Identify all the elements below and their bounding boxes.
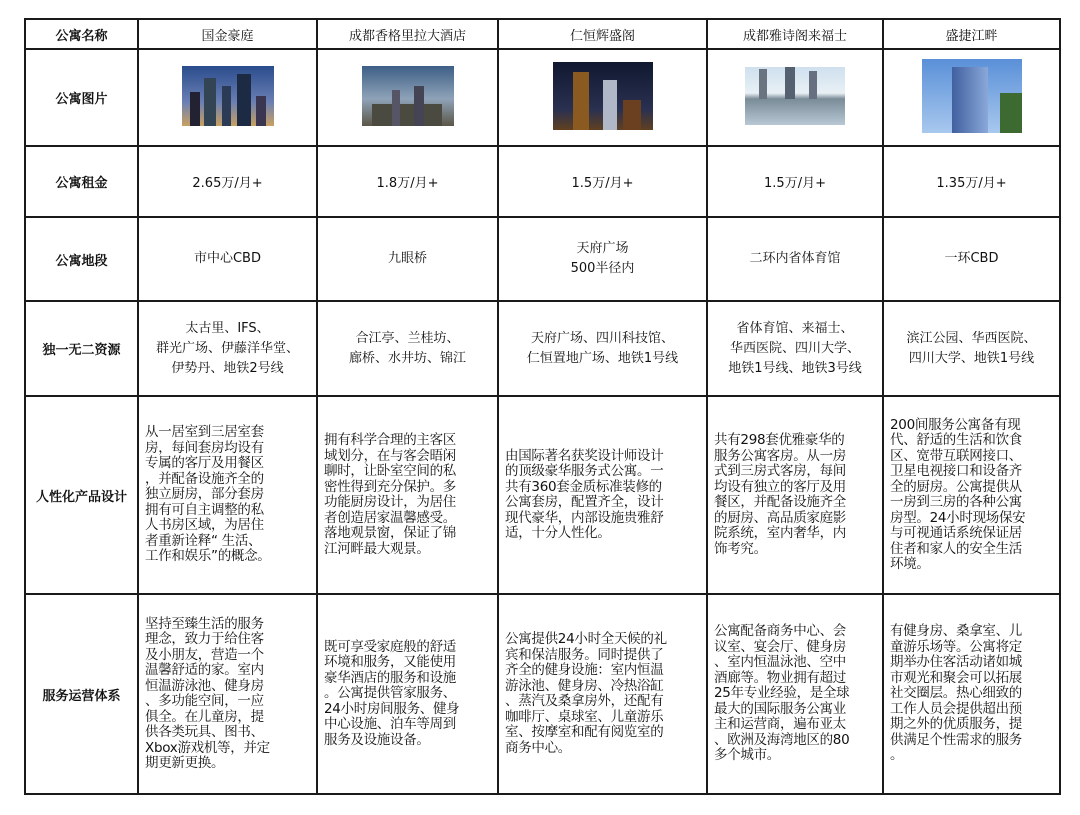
row-label-resources: 独一无二资源 xyxy=(25,301,138,396)
resources-value: 省体育馆、来福士、 华西医院、四川大学、 地铁1号线、地铁3号线 xyxy=(707,301,883,396)
location-value: 天府广场 500半径内 xyxy=(498,217,707,301)
design-value: 拥有科学合理的主客区 域划分，在与客会晤闲 聊时，让卧室空间的私 密性得到充分保护。多 功能厨房设计，为居住 者创造居家温馨感受。 落地观景窗，保证了锦 江河畔最大观景。 xyxy=(317,396,498,594)
apartment-name: 成都雅诗阁来福士 xyxy=(707,19,883,49)
row-label-location: 公寓地段 xyxy=(25,217,138,301)
service-value: 有健身房、桑拿室、儿 童游乐场等。公寓将定 期举办住客活动诸如城 市观光和聚会可以拓展 社交圈层。热心细致的 工作人员会提供超出预 期之外的优质服务，提 供满足个性需求的服务 。 xyxy=(883,594,1060,794)
resources-value: 合江亭、兰桂坊、 廊桥、水井坊、锦江 xyxy=(317,301,498,396)
riverside-city-photo xyxy=(362,66,454,126)
row-service xyxy=(25,594,1060,794)
skyline-reflection-photo xyxy=(745,67,845,125)
service-value: 坚持至臻生活的服务 理念，致力于给住客 及小朋友，营造一个 温馨舒适的家。室内 恒温游泳池、健身房 、多功能空间，一应 俱全。在儿童房，提 供各类玩具、图书、 Xbox游戏机等，并定 期更新更换。 xyxy=(138,594,317,794)
apartment-comparison-table xyxy=(24,18,1061,795)
design-value: 共有298套优雅豪华的 服务公寓客房。从一房 式到三房式客房，每间 均设有独立的客厅及用 餐区，并配备设施齐全 的厨房、高品质家庭影 院系统，室内奢华，内 饰考究。 xyxy=(707,396,883,594)
row-label-name: 公寓名称 xyxy=(25,19,138,49)
image-cell xyxy=(138,49,317,146)
row-label-image: 公寓图片 xyxy=(25,49,138,146)
rent-value: 1.35万/月+ xyxy=(883,146,1060,217)
resources-value: 滨江公园、华西医院、 四川大学、地铁1号线 xyxy=(883,301,1060,396)
location-value: 九眼桥 xyxy=(317,217,498,301)
location-value: 市中心CBD xyxy=(138,217,317,301)
apartment-name: 仁恒辉盛阁 xyxy=(498,19,707,49)
row-label-design: 人性化产品设计 xyxy=(25,396,138,594)
rent-value: 1.5万/月+ xyxy=(498,146,707,217)
tower-night-photo xyxy=(553,62,653,130)
row-rent xyxy=(25,146,1060,217)
image-cell xyxy=(883,49,1060,146)
service-value: 既可享受家庭般的舒适 环境和服务，又能使用 豪华酒店的服务和设施 。公寓提供管家服务、 24小时房间服务、健身 中心设施、泊车等周到 服务及设施设备。 xyxy=(317,594,498,794)
resources-value: 太古里、IFS、 群光广场、伊藤洋华堂、 伊势丹、地铁2号线 xyxy=(138,301,317,396)
apartment-name: 国金豪庭 xyxy=(138,19,317,49)
row-image xyxy=(25,49,1060,146)
location-value: 一环CBD xyxy=(883,217,1060,301)
row-location xyxy=(25,217,1060,301)
service-value: 公寓提供24小时全天候的礼 宾和保洁服务。同时提供了 齐全的健身设施：室内恒温 游泳池、健身房、冷热浴缸 、蒸汽及桑拿房外，还配有 咖啡厅、桌球室、儿童游乐 室、按摩室和配有阅览室的 商务中心。 xyxy=(498,594,707,794)
glass-tower-photo xyxy=(922,59,1022,133)
row-name xyxy=(25,19,1060,49)
apartment-name: 成都香格里拉大酒店 xyxy=(317,19,498,49)
rent-value: 1.8万/月+ xyxy=(317,146,498,217)
row-label-rent: 公寓租金 xyxy=(25,146,138,217)
row-resources xyxy=(25,301,1060,396)
city-night-photo xyxy=(182,66,274,126)
image-cell xyxy=(317,49,498,146)
row-label-service: 服务运营体系 xyxy=(25,594,138,794)
design-value: 由国际著名获奖设计师设计 的顶级豪华服务式公寓。一 共有360套金质标准装修的 公寓套房，配置齐全，设计 现代豪华，内部设施贵雅舒 适，十分人性化。 xyxy=(498,396,707,594)
rent-value: 2.65万/月+ xyxy=(138,146,317,217)
resources-value: 天府广场、四川科技馆、 仁恒置地广场、地铁1号线 xyxy=(498,301,707,396)
design-value: 200间服务公寓备有现 代、舒适的生活和饮食 区、宽带互联网接口、 卫星电视接口和设备齐 全的厨房。公寓提供从 一房到三房的各种公寓 房型。24小时现场保安 与可视通话系统保证居 住者和家人的安全生活 环境。 xyxy=(883,396,1060,594)
location-value: 二环内省体育馆 xyxy=(707,217,883,301)
image-cell xyxy=(498,49,707,146)
image-cell xyxy=(707,49,883,146)
row-design xyxy=(25,396,1060,594)
apartment-name: 盛捷江畔 xyxy=(883,19,1060,49)
design-value: 从一居室到三居室套 房，每间套房均设有 专属的客厅及用餐区 ，并配备设施齐全的 独立厨房，部分套房 拥有可自主调整的私 人书房区域，为居住 者重新诠释“ 生活、 工作和娱乐”的概念。 xyxy=(138,396,317,594)
service-value: 公寓配备商务中心、会 议室、宴会厅、健身房 、室内恒温泳池、空中 酒廊等。物业拥有超过 25年专业经验，是全球 最大的国际服务公寓业 主和运营商，遍布亚太 、欧洲及海湾地区的80 多个城市。 xyxy=(707,594,883,794)
rent-value: 1.5万/月+ xyxy=(707,146,883,217)
